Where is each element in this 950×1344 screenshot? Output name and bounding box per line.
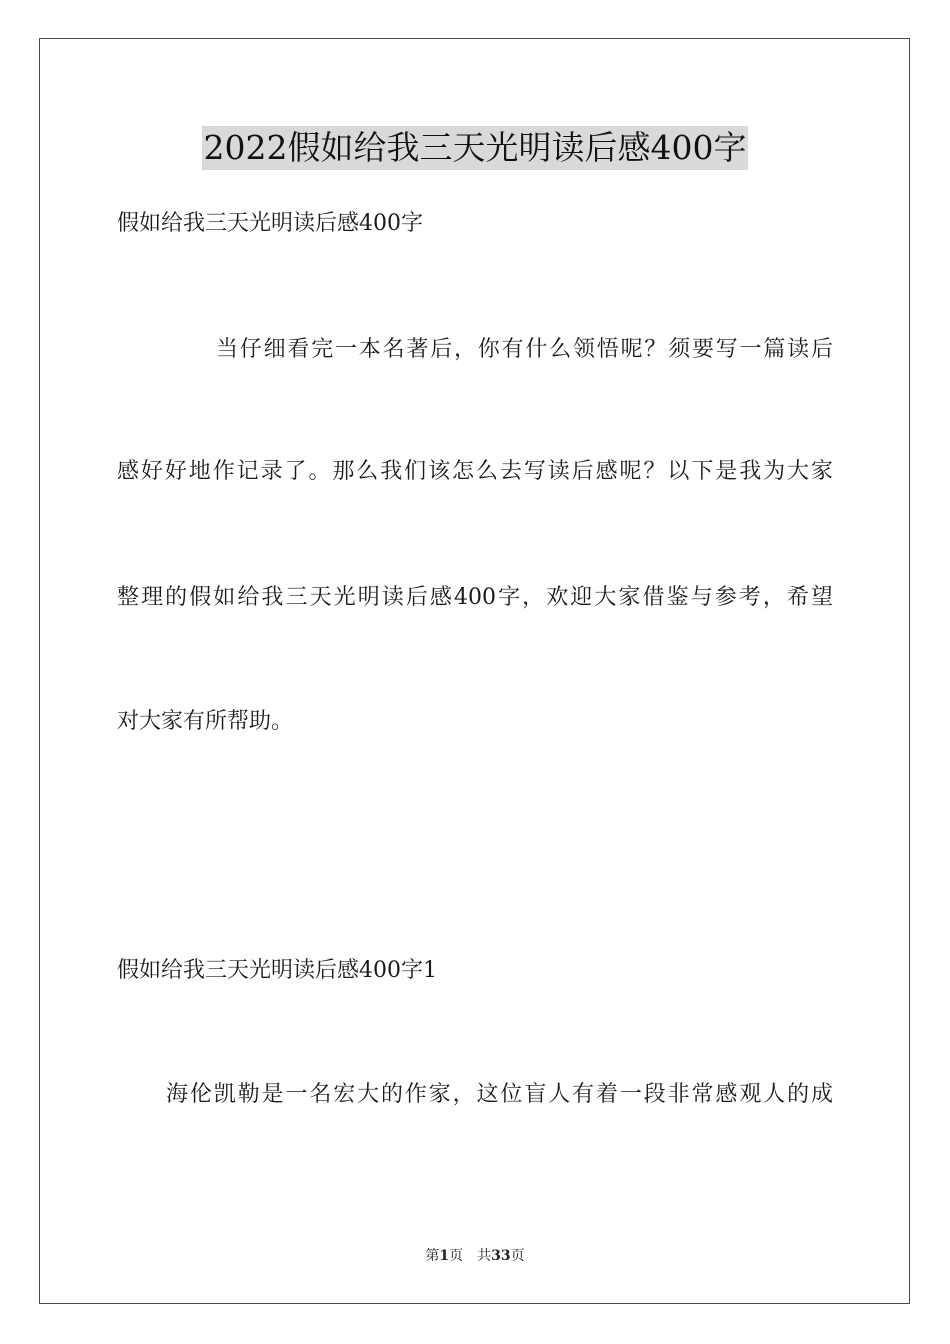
footer-total-prefix: 共 bbox=[477, 1248, 492, 1264]
footer-page-number: 1 bbox=[439, 1248, 450, 1264]
section-heading: 假如给我三天光明读后感400字1 bbox=[117, 958, 437, 983]
intro-line-3: 整理的假如给我三天光明读后感400字，欢迎大家借鉴与参考，希望 bbox=[117, 585, 833, 610]
intro-line-4: 对大家有所帮助。 bbox=[117, 709, 294, 734]
footer-total-suffix: 页 bbox=[510, 1248, 525, 1264]
intro-line-1: 当仔细看完一本名著后，你有什么领悟呢？须要写一篇读后 bbox=[216, 337, 833, 362]
document-title: 2022假如给我三天光明读后感400字 bbox=[202, 126, 749, 170]
footer-total-pages: 33 bbox=[491, 1248, 511, 1264]
intro-line-2: 感好好地作记录了。那么我们该怎么去写读后感呢？以下是我为大家 bbox=[117, 459, 833, 484]
page-footer bbox=[0, 1247, 950, 1265]
footer-page-suffix: 页 bbox=[449, 1248, 464, 1264]
title-container bbox=[0, 126, 950, 170]
footer-page-prefix: 第 bbox=[425, 1248, 440, 1264]
document-subtitle: 假如给我三天光明读后感400字 bbox=[117, 211, 423, 236]
section-line-1: 海伦凯勒是一名宏大的作家，这位盲人有着一段非常感观人的成 bbox=[166, 1082, 833, 1107]
